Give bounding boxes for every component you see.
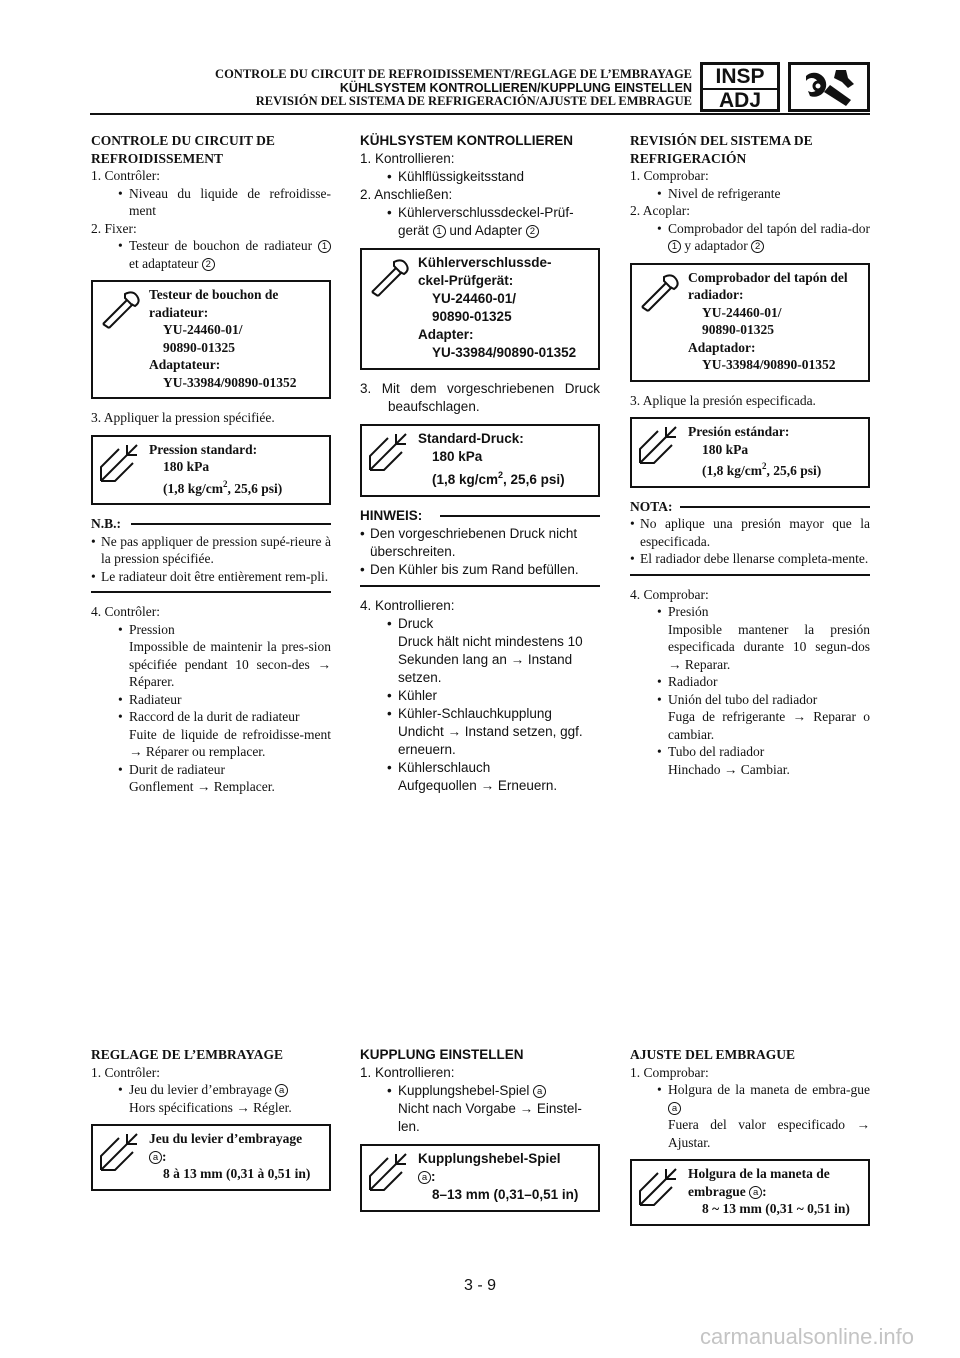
spec-box-pressure-fr: Pression standard: 180 kPa (1,8 $kg/cm^2$, 25,6 psi) [91,435,331,506]
spec-box-clutch-de: Kupplungshebel-Spiel a : 8–13 mm (0,31–0,51 in) [360,1144,600,1212]
step-1-fr: 1. Contrôler: [91,168,160,183]
note-de: • Den vorgeschriebenen Druck nicht überschreiten. • Den Kühler bis zum Rand befüllen. [360,525,600,579]
badge-adj: ADJ [703,88,777,112]
bullet-fr-tester: • Testeur de bouchon de radiateur 1 et adaptateur 2 [91,237,331,272]
step-3-fr: 3. Appliquer la pression spécifiée. [91,410,275,425]
ref-1-fr: 1 [318,240,331,253]
spec-box-pressure-de: Standard-Druck: 180 kPa (1,8 $kg/cm^2$, 25,6 psi) [360,424,600,497]
wrench-logo-icon [788,62,870,112]
page-header [90,62,870,120]
clutch-de: KUPPLUNG EINSTELLEN 1. Kontrollieren: • Kupplungshebel-Spiel a Nicht nach Vorgabe → Einstel-len. Kupplungshebel-Spiel a : 8–13 mm (0,31–0,51 in) [360,1046,600,1222]
insp-adj-badge [700,62,780,112]
spec-box-tools-es: Comprobador del tapón del radiador: YU-24460-01/ 90890-01325 Adaptador: YU-33984/90890-01352 [630,263,870,382]
step-4-fr: 4. Contrôler: [91,604,160,619]
note-header-fr: N.B.: [91,515,331,533]
watermark: carmanualsonline.info [699,1324,914,1349]
column-es: REVISIÓN DEL SISTEMA DE REFRIGERACIÓN 1. Comprobar: • Nivel de refrigerante 2. Acoplar: • Comprobador del tapón del radia-dor 1 y adaptador 2 Comprobador del tapón del radiador: YU-24460-01/ 90890-01325 Adaptador: YU-33984/90890-01352 3. Aplique la presión especificada. Presión estándar: 180 kPa (1,8 $kg/cm^2$, 25,6 psi) NOTA: • No aplique una presión mayor que la especificada. • El radiador debe llenarse completa-mente. 4. Comprobar: • Presión Imposible mantener la presión especificada durante 10 segun-dos → Reparar. • Radiador • Unión del tubo del radiador Fuga de refrigerante → Reparar o cambiar. • Tubo del radiador Hinchado → Cambiar. [630,132,870,778]
header-title-es: REVISIÓN DEL SISTEMA DE REFRIGERACIÓN/AJUSTE DEL EMBRAGUE [255,94,692,108]
column-fr: CONTROLE DU CIRCUIT DE REFROIDISSEMENT 1. Contrôler: • Niveau du liquide de refroidisse-ment 2. Fixer: • Testeur de bouchon de radiateur 1 et adaptateur 2 Testeur de bouchon de radiateur: YU-24460-01/ 90890-01325 Adaptateur: YU-33984/90890-01352 3. Appliquer la pression spécifiée. Pression standard: 180 kPa (1,8 $kg/cm^2$, 25,6 psi) N.B.: • Ne pas appliquer de pression supé-rieure à la pression spécifiée. • Le radiateur doit être entièrement rem-pli. 4. Contrôler: • Pression Impossible de maintenir la pres-sion spécifiée pendant 10 secon-des → Réparer. • Radiateur • Raccord de la durit de radiateur Fuite de liquide de refroidisse-ment → Réparer ou remplacer. • Durit de radiateur Gonflement → Remplacer. [91,132,331,796]
note-header-de: HINWEIS: [360,507,600,525]
spec-icon [366,430,412,476]
header-titles [215,68,692,109]
tool-icon [366,254,412,300]
clutch-es: AJUSTE DEL EMBRAGUE 1. Comprobar: • Holgura de la maneta de embra-gue a Fuera del valor especificado → Ajustar. Holgura de la maneta de embrague a : 8 ~ 13 mm (0,31 ~ 0,51 in) [630,1046,870,1236]
spec-icon [97,441,143,487]
section-title-es: REVISIÓN DEL SISTEMA DE REFRIGERACIÓN [630,133,813,166]
badge-insp: INSP [715,65,765,88]
column-de: KÜHLSYSTEM KONTROLLIEREN 1. Kontrollieren: • Kühlflüssigkeitsstand 2. Anschließen: • Kühlerverschlussdeckel-Prüf-gerät 1 und Adapter 2 Kühlerverschlussde- ckel-Prüfgerät: YU-24460-01/ 90890-01325 Adapter: YU-33984/90890-01352 3. Mit dem vorgeschriebenen Druck beaufschlagen. Standard-Druck: 180 kPa (1,8 $kg/cm^2$, 25,6 psi) HINWEIS: • Den vorgeschriebenen Druck nicht überschreiten. • Den Kühler bis zum Rand befüllen. 4. Kontrollieren: • Druck Druck hält nicht mindestens 10 Sekunden lang an → Instand setzen. • Kühler • Kühler-Schlauchkupplung Undicht → Instand setzen, ggf. erneuern. • Kühlerschlauch Aufgequollen → Erneuern. [360,132,600,795]
section-title-fr: CONTROLE DU CIRCUIT DE REFROIDISSEMENT [91,133,275,166]
header-title-fr: CONTROLE DU CIRCUIT DE REFROIDISSEMENT/REGLAGE DE L’EMBRAYAGE [215,67,692,81]
spec-box-clutch-fr: Jeu du levier d’embrayage a : 8 à 13 mm (0,31 à 0,51 in) [91,1124,331,1191]
step-2-fr: 2. Fixer: [91,220,137,236]
note-fr: • Ne pas appliquer de pression supé-rieure à la pression spécifiée. • Le radiateur doit être entièrement rem-pli. [91,533,331,586]
tool-icon [636,269,682,315]
clutch-fr: REGLAGE DE L’EMBRAYAGE 1. Contrôler: • Jeu du levier d’embrayage a Hors spécifications → Régler. Jeu du levier d’embrayage a : 8 à 13 mm (0,31 à 0,51 in) [91,1046,331,1201]
ref-2-fr: 2 [202,258,215,271]
spec-icon [97,1130,143,1176]
spec-icon [366,1150,412,1196]
note-header-es: NOTA: [630,498,870,516]
clutch-title-fr: REGLAGE DE L’EMBRAYAGE [91,1047,284,1062]
spec-icon [636,1165,682,1211]
header-title-de: KÜHLSYSTEM KONTROLLIEREN/KUPPLUNG EINSTELLEN [339,80,692,95]
spec-box-pressure-es: Presión estándar: 180 kPa (1,8 $kg/cm^2$, 25,6 psi) [630,417,870,488]
note-es: • No aplique una presión mayor que la especificada. • El radiador debe llenarse completa-mente. [630,515,870,568]
page-number: 3 - 9 [463,1277,496,1294]
spec-box-tools-de: Kühlerverschlussde- ckel-Prüfgerät: YU-24460-01/ 90890-01325 Adapter: YU-33984/90890-01352 [360,248,600,370]
header-rule [90,113,870,115]
spec-icon [636,423,682,469]
section-title-de: KÜHLSYSTEM KONTROLLIEREN [360,133,574,148]
bullet-fr-coolant-level: • Niveau du liquide de refroidisse-ment [129,185,331,220]
spec-box-tools-fr: Testeur de bouchon de radiateur: YU-24460-01/ 90890-01325 Adaptateur: YU-33984/90890-01352 [91,280,331,399]
tool-icon [97,286,143,332]
spec-box-clutch-es: Holgura de la maneta de embrague a : 8 ~ 13 mm (0,31 ~ 0,51 in) [630,1159,870,1226]
